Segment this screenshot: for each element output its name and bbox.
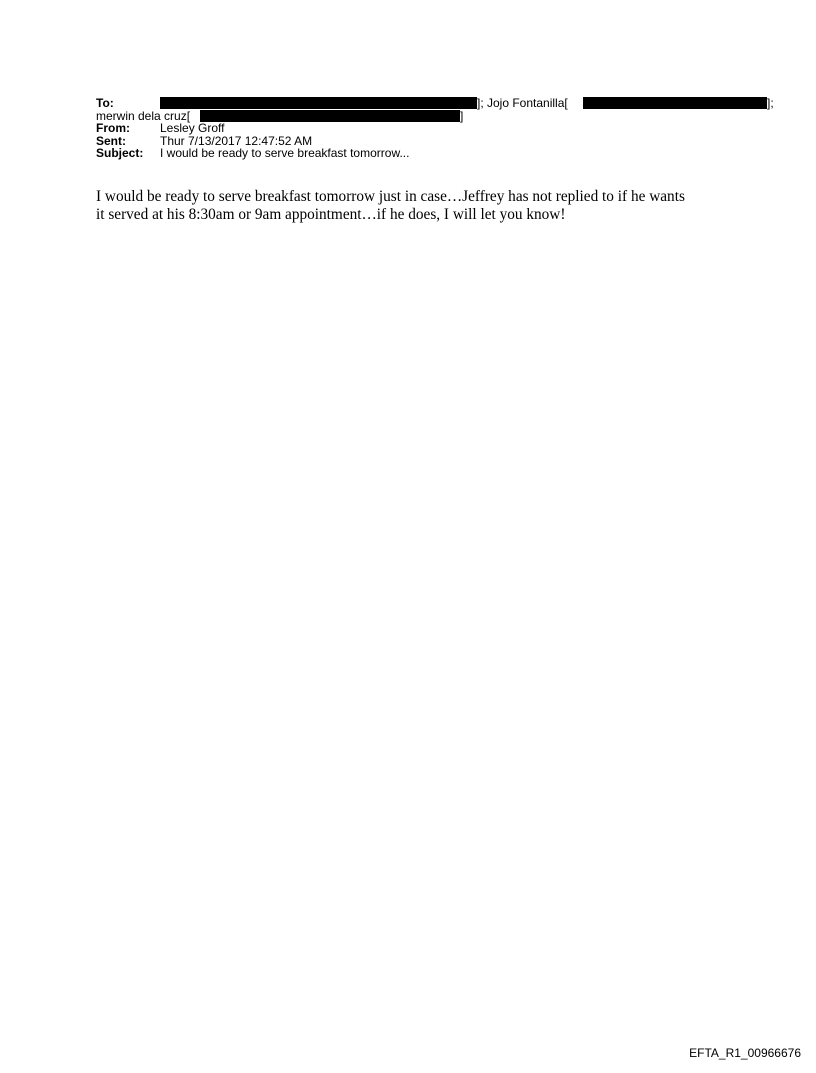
to-separator: ]; xyxy=(767,96,774,110)
to-separator: ]; Jojo Fontanilla[ xyxy=(477,96,568,110)
sent-label: Sent: xyxy=(96,133,126,148)
from-line xyxy=(96,122,736,135)
email-body xyxy=(96,188,736,224)
to-line xyxy=(96,96,774,110)
email-header xyxy=(96,96,774,160)
redaction-box xyxy=(583,97,767,109)
bates-number: EFTA_R1_00966676 xyxy=(689,1046,801,1060)
from-value: Lesley Groff xyxy=(160,121,225,135)
redaction-box xyxy=(160,97,477,109)
sent-value: Thur 7/13/2017 12:47:52 AM xyxy=(160,133,313,148)
to-bracket-close: ] xyxy=(460,108,464,123)
to-label: To: xyxy=(96,96,114,110)
from-label: From: xyxy=(96,121,130,135)
to-recipient-name: merwin dela cruz[ xyxy=(96,108,191,123)
redaction-box xyxy=(200,110,460,122)
subject-label: Subject: xyxy=(96,146,144,160)
body-line: I would be ready to serve breakfast tomorrow just in case…Jeffrey has not replied to if he wants xyxy=(96,188,685,205)
subject-value: I would be ready to serve breakfast tomorrow... xyxy=(160,146,410,160)
subject-line xyxy=(96,147,736,160)
body-line: it served at his 8:30am or 9am appointment…if he does, I will let you know! xyxy=(96,206,566,223)
